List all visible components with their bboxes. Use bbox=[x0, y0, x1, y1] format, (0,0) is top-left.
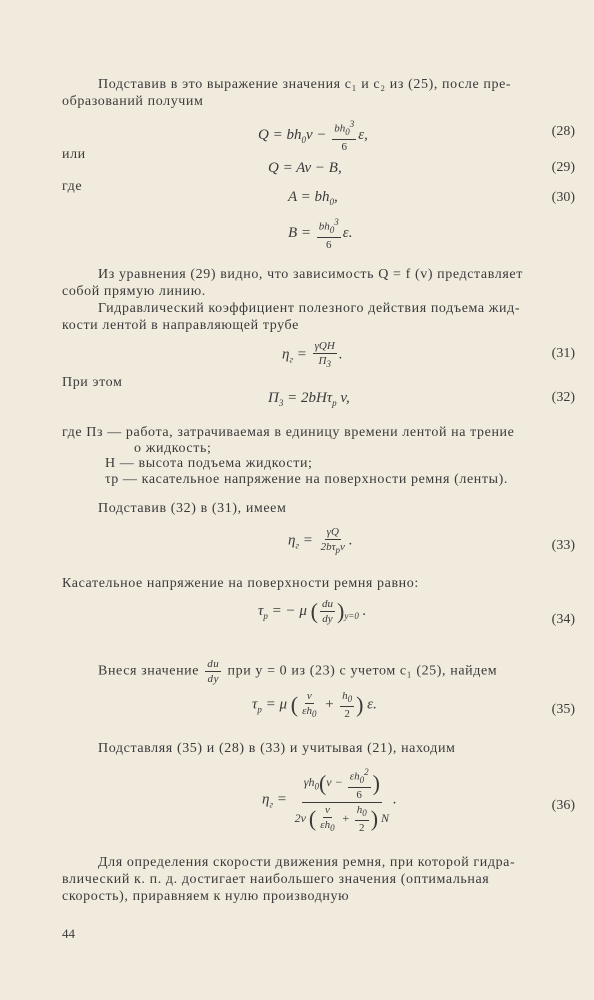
definition-tau: τр — касательное напряжение на поверхности ремня (ленты). bbox=[105, 472, 508, 487]
para2-line1: Из уравнения (29) видно, что зависимость Q = f (v) представляет bbox=[98, 267, 523, 282]
para1-line1: Подставив в это выражение значения c₁ и c₂ из (25), после пре- bbox=[98, 77, 512, 92]
definition-pz: где Пз — работа, затрачиваемая в единицу времени лентой на трение bbox=[62, 425, 515, 440]
para6-part-b: при y = 0 из (23) с учетом c₁ (25), найдем bbox=[227, 663, 498, 679]
equation-35: $\tau_р = \mu$ ( $\frac{v}{\varepsilon h_0}$ + $\frac{h_0}{2}$ ) ε. bbox=[252, 690, 377, 721]
para2-line2: собой прямую линию. bbox=[62, 284, 206, 299]
para8-line1: Для определения скорости движения ремня, при которой гидра- bbox=[98, 855, 516, 870]
equation-29-number: (29) bbox=[551, 160, 575, 175]
equation-34: $\tau_р$ = − μ ( $\frac{du}{dy}$ )$_{y=0}$ . bbox=[258, 598, 367, 625]
para1-line2: образований получим bbox=[62, 94, 204, 109]
equation-32-number: (32) bbox=[551, 390, 575, 405]
equation-32: $\Pi_3 = 2bH\tau_р$ v, bbox=[268, 390, 350, 408]
equation-36: $\eta_г$ = $\gamma h_0(v$ − $\frac{\varepsilon h_0^2}{6}$ ) 2v ( $\frac{v}{\varepsilon h_0}$ + $\frac{h_0}{2}$ ) N . bbox=[262, 767, 397, 835]
para6 bbox=[98, 658, 497, 685]
definition-h: H — высота подъема жидкости; bbox=[105, 456, 313, 471]
para3-line2: кости лентой в направляющей трубе bbox=[62, 318, 299, 333]
equation-28: $Q = bh_0v$ − $\frac{bh_0^3}{6}$ ε, bbox=[258, 119, 368, 153]
word-gde: где bbox=[62, 179, 83, 194]
word-ili: или bbox=[62, 147, 86, 162]
equation-34-number: (34) bbox=[551, 612, 575, 627]
para3-line1: Гидравлический коэффициент полезного действия подъема жид- bbox=[98, 301, 521, 316]
definition-pz-cont: о жидкость; bbox=[134, 441, 212, 456]
equation-36-number: (36) bbox=[551, 798, 575, 813]
para5: Касательное напряжение на поверхности ремня равно: bbox=[62, 576, 419, 591]
para6-part-a: Внеся значение bbox=[98, 663, 200, 679]
equation-33-number: (33) bbox=[551, 538, 575, 553]
para8-line3: скорость), приравняем к нулю производную bbox=[62, 889, 350, 904]
para7: Подставляя (35) и (28) в (33) и учитывая (21), находим bbox=[98, 741, 456, 756]
equation-30a: $A = bh_0$, bbox=[288, 189, 338, 207]
pri-etom: При этом bbox=[62, 375, 123, 390]
equation-31: $\eta_г$ = $\frac{\text{γQH}}{\Pi_3}$ . bbox=[282, 340, 343, 370]
equation-30b: B = $\frac{bh_0^3}{6}$ ε. bbox=[288, 217, 353, 251]
equation-30-number: (30) bbox=[551, 190, 575, 205]
equation-35-number: (35) bbox=[551, 702, 575, 717]
equation-28-number: (28) bbox=[551, 124, 575, 139]
equation-33: $\eta_г$ = $\frac{\gamma Q}{2b\tau_рv}$ . bbox=[288, 526, 353, 556]
equation-31-number: (31) bbox=[551, 346, 575, 361]
du-dy-fraction: $\frac{du}{dy}$ bbox=[207, 658, 220, 685]
para8-line2: влический к. п. д. достигает наибольшего значения (оптимальная bbox=[62, 872, 490, 887]
para4: Подставив (32) в (31), имеем bbox=[98, 501, 287, 516]
equation-29: Q = Av − B, bbox=[268, 160, 342, 176]
page-number: 44 bbox=[62, 926, 75, 941]
